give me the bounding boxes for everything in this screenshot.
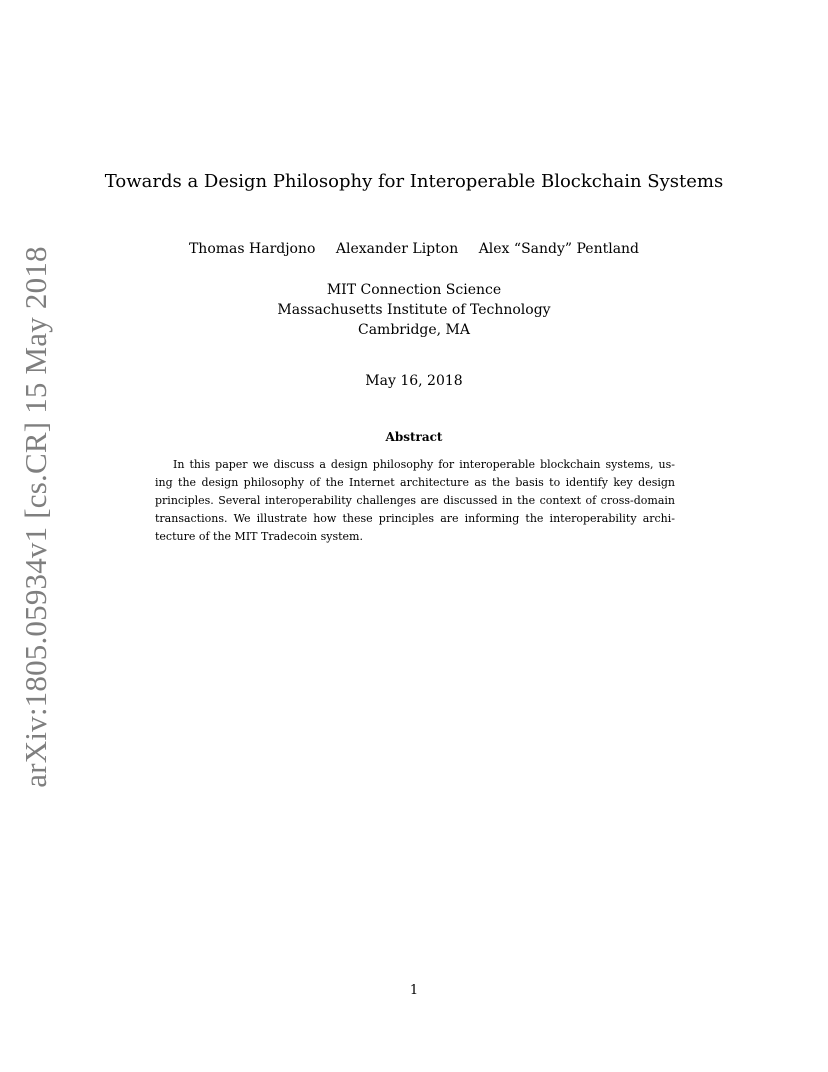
affiliation-lab: MIT Connection Science bbox=[326, 282, 502, 298]
affiliation-block bbox=[0, 280, 828, 340]
arxiv-identifier-stamp: arXiv:1805.05934v1 [cs.CR] 15 May 2018 bbox=[18, 246, 53, 788]
abstract-line: In this paper we discuss a design philosophy for interoperable blockchain systems, us- bbox=[173, 458, 675, 471]
author-list bbox=[0, 240, 828, 258]
page-number: 1 bbox=[409, 983, 419, 998]
abstract-line: ing the design philosophy of the Internet architecture as the basis to identify key design bbox=[155, 476, 675, 489]
affiliation-location: Cambridge, MA bbox=[357, 322, 471, 338]
author-name: Thomas Hardjono bbox=[188, 241, 316, 257]
publication-date: May 16, 2018 bbox=[365, 373, 463, 389]
paper-title: Towards a Design Philosophy for Interoperable Blockchain Systems bbox=[104, 171, 724, 192]
abstract-line: tecture of the MIT Tradecoin system. bbox=[155, 530, 363, 543]
abstract-line: principles. Several interoperability challenges are discussed in the context of cross-domain bbox=[155, 494, 675, 507]
author-name: Alex “Sandy” Pentland bbox=[478, 241, 640, 257]
affiliation-institution: Massachusetts Institute of Technology bbox=[277, 302, 551, 318]
abstract-body bbox=[155, 456, 675, 546]
author-name: Alexander Lipton bbox=[335, 241, 459, 257]
abstract-line: transactions. We illustrate how these principles are informing the interoperability archi- bbox=[155, 512, 675, 525]
abstract-heading: Abstract bbox=[385, 430, 443, 444]
